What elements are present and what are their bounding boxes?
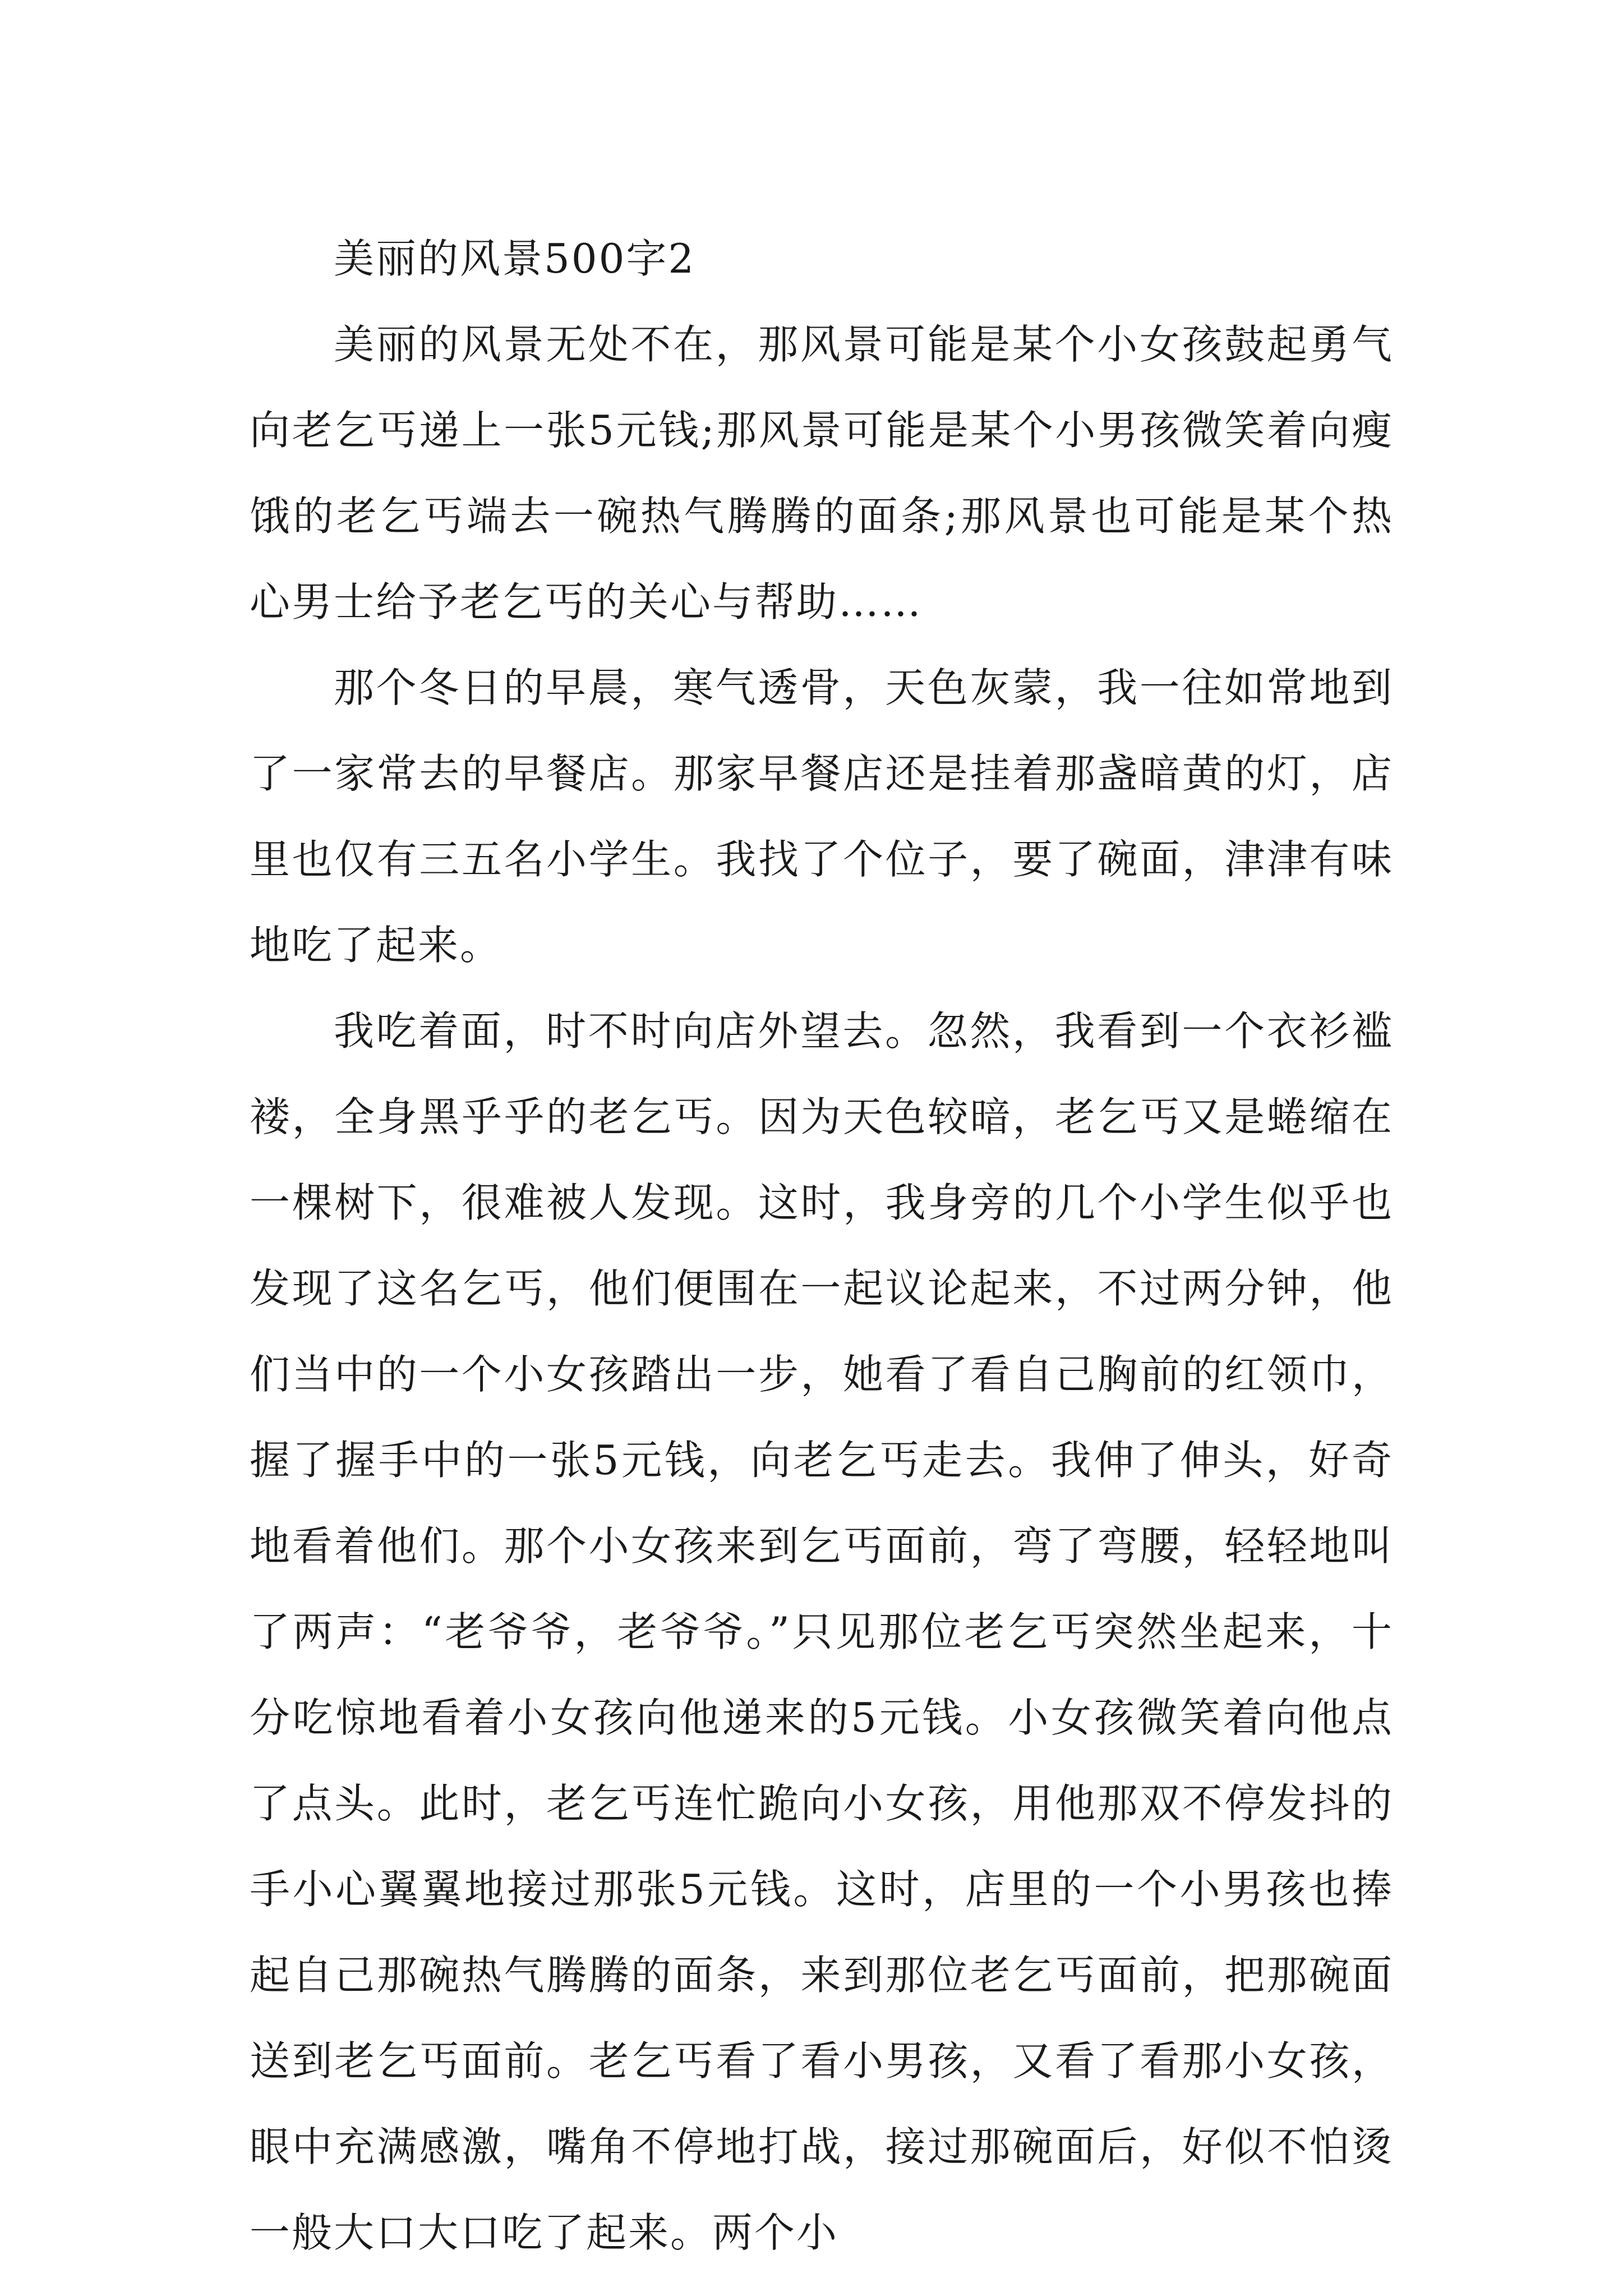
document-title: 美丽的风景500字2 (334, 235, 696, 282)
paragraph-3: 我吃着面，时不时向店外望去。忽然，我看到一个衣衫褴褛，全身黑乎乎的老乞丐。因为天色较暗，老乞丐又是蜷缩在一棵树下，很难被人发现。这时，我身旁的几个小学生似乎也发现了这名乞丐，他们便围在一起议论起来，不过两分钟，他们当中的一个小女孩踏出一步，她看了看自己胸前的红领巾，握了握手中的一张5元钱，向老乞丐走去。我伸了伸头，好奇地看着他们。那个小女孩来到乞丐面前，弯了弯腰，轻轻地叫了两声：“老爷爷，老爷爷。”只见那位老乞丐突然坐起来，十分吃惊地看着小女孩向他递来的5元钱。小女孩微笑着向他点了点头。此时，老乞丐连忙跪向小女孩，用他那双不停发抖的手小心翼翼地接过那张5元钱。这时，店里的一个小男孩也捧起自己那碗热气腾腾的面条，来到那位老乞丐面前，把那碗面送到老乞丐面前。老乞丐看了看小男孩，又看了看那小女孩，眼中充满感激，嘴角不停地打战，接过那碗面后，好似不怕烫一般大口大口吃了起来。两个小 (250, 1007, 1394, 2256)
document-body (250, 216, 1394, 2276)
paragraph-1: 美丽的风景无处不在，那风景可能是某个小女孩鼓起勇气向老乞丐递上一张5元钱;那风景可能是某个小男孩微笑着向瘦饿的老乞丐端去一碗热气腾腾的面条;那风景也可能是某个热心男士给予老乞丐的关心与帮助…… (250, 321, 1394, 625)
paragraph-2: 那个冬日的早晨，寒气透骨，天色灰蒙，我一往如常地到了一家常去的早餐店。那家早餐店还是挂着那盏暗黄的灯，店里也仅有三五名小学生。我找了个位子，要了碗面，津津有味地吃了起来。 (250, 664, 1394, 969)
